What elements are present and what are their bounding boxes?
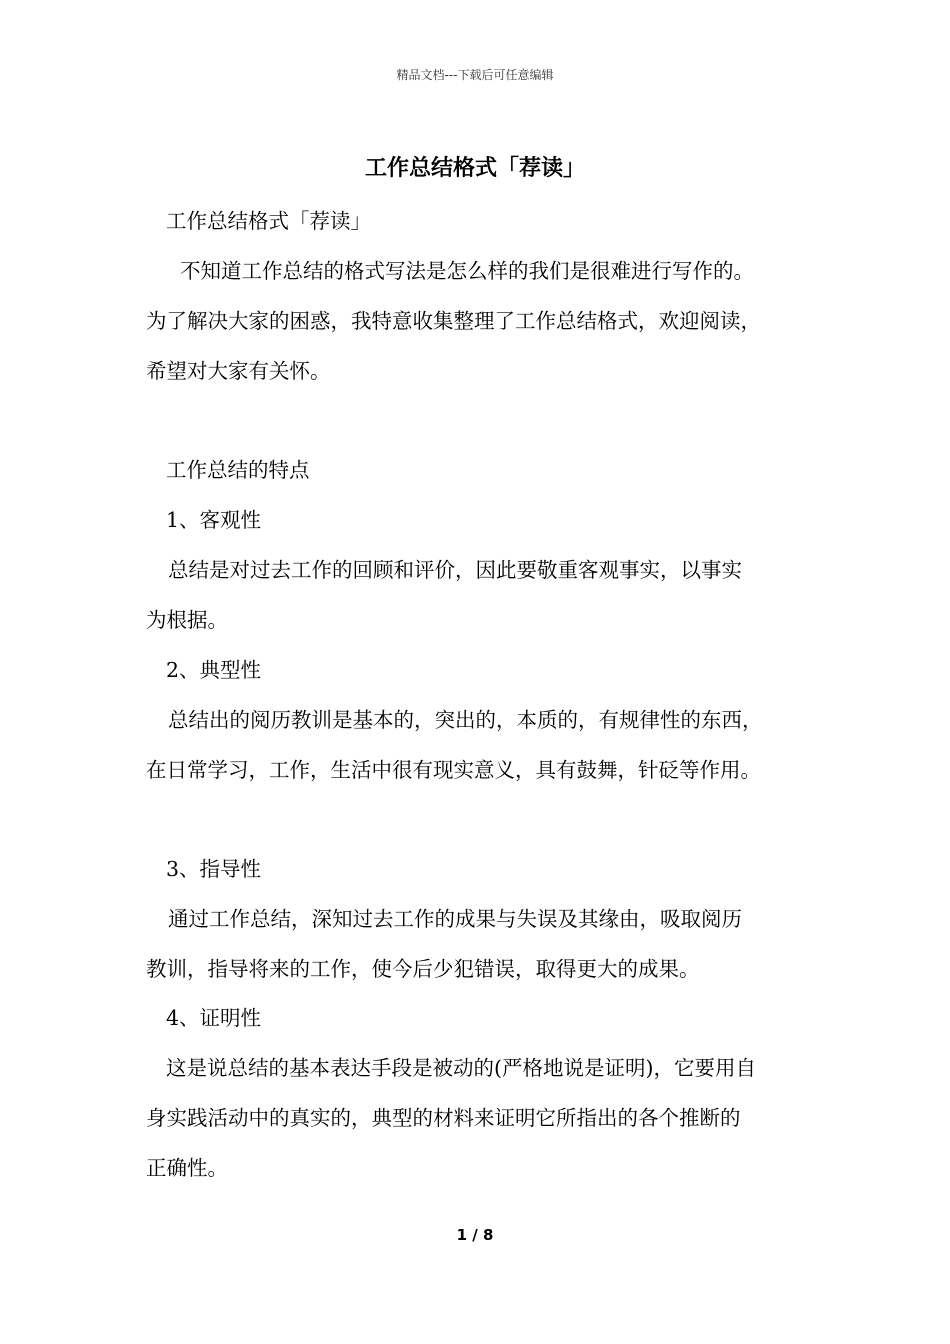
page-number: 1 / 8 <box>456 1226 494 1244</box>
body-line-15: 这是说总结的基本表达手段是被动的(严格地说是证明)，它要用自 <box>166 1056 756 1080</box>
body-line-14: 4、证明性 <box>166 1006 262 1030</box>
document-title: 工作总结格式「荐读」 <box>364 155 585 181</box>
body-line-1: 不知道工作总结的格式写法是怎么样的我们是很难进行写作的。 <box>180 259 754 283</box>
body-line-13: 教训，指导将来的工作，使今后少犯错误，取得更大的成果。 <box>146 957 700 981</box>
body-line-10: 在日常学习，工作，生活中很有现实意义，具有鼓舞，针砭等作用。 <box>146 758 761 782</box>
body-line-11: 3、指导性 <box>166 857 262 881</box>
body-line-9: 总结出的阅历教训是基本的，突出的，本质的，有规律性的东西， <box>168 708 763 732</box>
body-line-17: 正确性。 <box>146 1156 228 1180</box>
body-line-0: 工作总结格式「荐读」 <box>166 209 371 233</box>
body-line-7: 为根据。 <box>146 608 228 632</box>
body-line-8: 2、典型性 <box>166 658 262 682</box>
body-line-5: 1、客观性 <box>166 508 262 532</box>
body-line-2: 为了解决大家的困惑，我特意收集整理了工作总结格式，欢迎阅读， <box>146 309 761 333</box>
page-header: 精品文档---下载后可任意编辑 <box>396 68 554 82</box>
body-line-3: 希望对大家有关怀。 <box>146 359 331 383</box>
body-line-4: 工作总结的特点 <box>166 458 310 482</box>
body-line-16: 身实践活动中的真实的，典型的材料来证明它所指出的各个推断的 <box>146 1106 741 1130</box>
body-line-6: 总结是对过去工作的回顾和评价，因此要敬重客观事实，以事实 <box>168 558 742 582</box>
body-line-12: 通过工作总结，深知过去工作的成果与失误及其缘由，吸取阅历 <box>168 907 742 931</box>
